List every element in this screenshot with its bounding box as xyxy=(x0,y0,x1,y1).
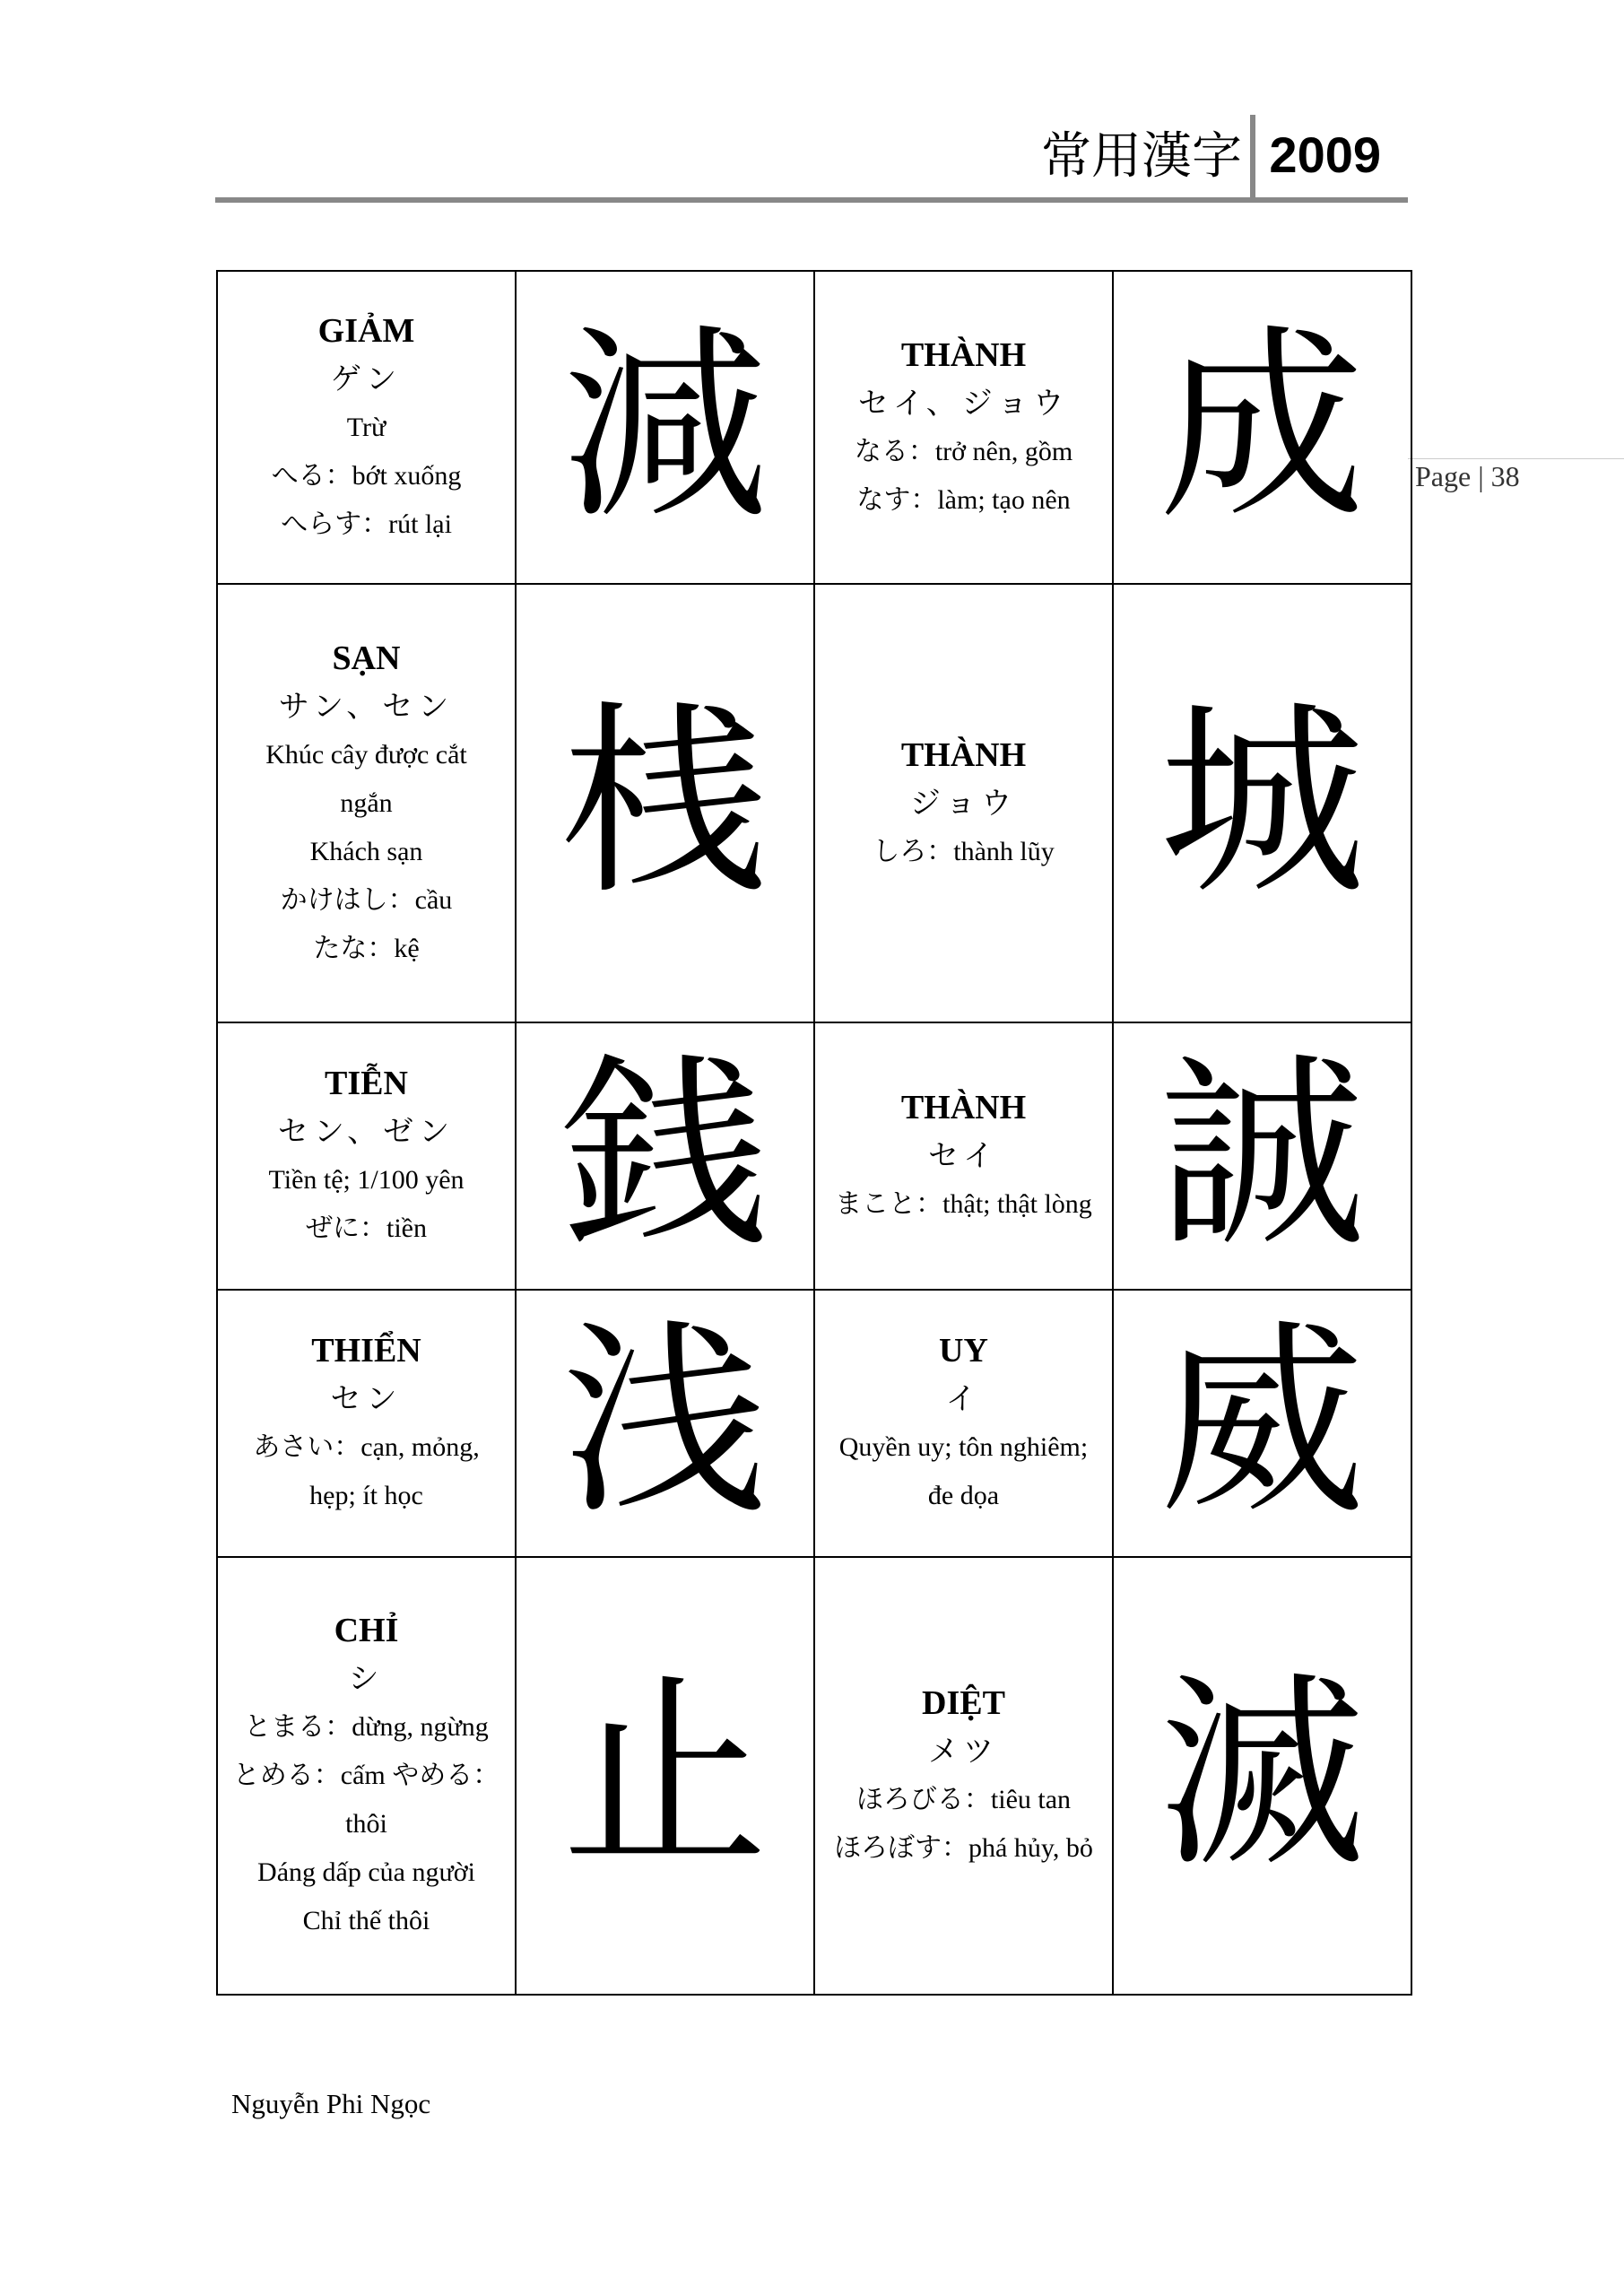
meaning-line: đe dọa xyxy=(927,1480,1000,1510)
sino-vietnamese-reading: UY xyxy=(939,1331,988,1370)
kanji-info-cell xyxy=(217,1290,516,1557)
on-reading: セン、ゼン xyxy=(277,1113,456,1150)
kanji-character: 止 xyxy=(561,1655,769,1895)
on-reading: メツ xyxy=(928,1733,999,1770)
on-reading: セイ、ジョウ xyxy=(857,385,1070,422)
kanji-info-cell xyxy=(814,1022,1113,1290)
sino-vietnamese-reading: GIẢM xyxy=(317,311,415,350)
meaning-line: Khách sạn xyxy=(309,836,423,866)
meaning-line: とめる：cấm やめる： xyxy=(232,1760,500,1790)
kanji-info-cell xyxy=(217,1557,516,1995)
meaning-line: なす：làm; tạo nên xyxy=(856,484,1071,515)
header-separator xyxy=(1250,115,1255,201)
kanji-glyph-cell xyxy=(1113,1557,1411,1995)
page-number-rule xyxy=(1408,458,1624,459)
kanji-info-cell xyxy=(217,584,516,1022)
kanji-glyph-cell xyxy=(516,271,814,584)
meaning-line: ngắn xyxy=(340,787,393,818)
kanji-info-cell xyxy=(217,1022,516,1290)
on-reading: イ xyxy=(945,1380,982,1417)
sino-vietnamese-reading: CHỈ xyxy=(334,1611,399,1649)
kanji-glyph-cell xyxy=(1113,1022,1411,1290)
kanji-glyph-cell xyxy=(516,1022,814,1290)
on-reading: サン、セン xyxy=(278,688,455,725)
sino-vietnamese-reading: TIỄN xyxy=(325,1064,408,1102)
kanji-info-cell xyxy=(814,1290,1113,1557)
kanji-glyph-cell xyxy=(516,584,814,1022)
meaning-line: thôi xyxy=(345,1808,387,1839)
meaning-line: Tiền tệ; 1/100 yên xyxy=(268,1164,465,1195)
kanji-glyph-cell xyxy=(1113,1290,1411,1557)
page-number-value: 38 xyxy=(1490,460,1520,492)
table-row xyxy=(217,1022,1411,1290)
table-row xyxy=(217,1557,1411,1995)
kanji-info-cell xyxy=(217,271,516,584)
kanji-character: 銭 xyxy=(561,1035,769,1275)
kanji-glyph-cell xyxy=(1113,584,1411,1022)
meaning-line: とまる：dừng, ngừng xyxy=(244,1711,489,1742)
meaning-line: Khúc cây được cắt xyxy=(265,739,467,770)
meaning-line: へらす：rút lại xyxy=(281,509,452,539)
page-label: Page xyxy=(1415,460,1472,492)
on-reading: ジョウ xyxy=(909,785,1018,822)
sino-vietnamese-reading: SẠN xyxy=(332,639,401,677)
kanji-character: 城 xyxy=(1159,683,1366,923)
meaning-line: Chỉ thế thôi xyxy=(302,1905,430,1935)
kanji-character: 滅 xyxy=(1159,1655,1366,1895)
kanji-character: 威 xyxy=(1159,1302,1366,1543)
meaning-line: かけはし：cầu xyxy=(280,884,453,915)
meaning-line: ぜに：tiền xyxy=(306,1213,427,1243)
meaning-line: たな：kệ xyxy=(313,933,420,963)
sino-vietnamese-reading: DIỆT xyxy=(922,1683,1005,1722)
author-footer: Nguyễn Phi Ngọc xyxy=(231,2088,431,2119)
header-year: 2009 xyxy=(1269,126,1381,183)
kanji-character: 成 xyxy=(1159,307,1366,547)
meaning-line: ほろぼす：phá hủy, bỏ xyxy=(834,1832,1093,1863)
kanji-character: 誠 xyxy=(1159,1035,1366,1275)
meaning-line: へる：bớt xuống xyxy=(271,460,462,491)
on-reading: シ xyxy=(348,1660,385,1697)
table-row xyxy=(217,271,1411,584)
kanji-glyph-cell xyxy=(516,1290,814,1557)
header-rule xyxy=(215,197,1408,203)
meaning-line: hẹp; ít học xyxy=(309,1480,423,1510)
table-row xyxy=(217,584,1411,1022)
sino-vietnamese-reading: THÀNH xyxy=(900,335,1027,374)
header-title: 常用漢字 xyxy=(1041,127,1242,186)
page-separator: | xyxy=(1478,460,1484,492)
sino-vietnamese-reading: THIỂN xyxy=(311,1331,421,1370)
meaning-line: Quyền uy; tôn nghiêm; xyxy=(838,1431,1089,1462)
meaning-line: しろ：thành lũy xyxy=(873,836,1055,866)
meaning-line: まこと：thật; thật lòng xyxy=(835,1188,1092,1219)
page-header xyxy=(215,115,1408,204)
on-reading: セン xyxy=(330,1380,403,1417)
page-number xyxy=(1415,460,1520,493)
kanji-character: 桟 xyxy=(561,683,769,923)
sino-vietnamese-reading: THÀNH xyxy=(900,735,1027,774)
on-reading: セイ xyxy=(928,1137,999,1174)
kanji-glyph-cell xyxy=(516,1557,814,1995)
kanji-character: 減 xyxy=(561,307,769,547)
meaning-line: あさい：cạn, mỏng, xyxy=(253,1431,480,1462)
on-reading: ゲン xyxy=(330,361,403,397)
sino-vietnamese-reading: THÀNH xyxy=(900,1088,1027,1126)
kanji-info-cell xyxy=(814,584,1113,1022)
table-row xyxy=(217,1290,1411,1557)
meaning-line: Dáng dấp của người xyxy=(257,1857,475,1887)
kanji-table xyxy=(216,270,1412,1996)
meaning-line: ほろびる：tiêu tan xyxy=(855,1784,1072,1814)
kanji-info-cell xyxy=(814,1557,1113,1995)
meaning-line: なる：trở nên, gồm xyxy=(854,436,1073,466)
meaning-line: Trừ xyxy=(346,412,386,442)
kanji-glyph-cell xyxy=(1113,271,1411,584)
kanji-info-cell xyxy=(814,271,1113,584)
kanji-character: 浅 xyxy=(561,1302,769,1543)
